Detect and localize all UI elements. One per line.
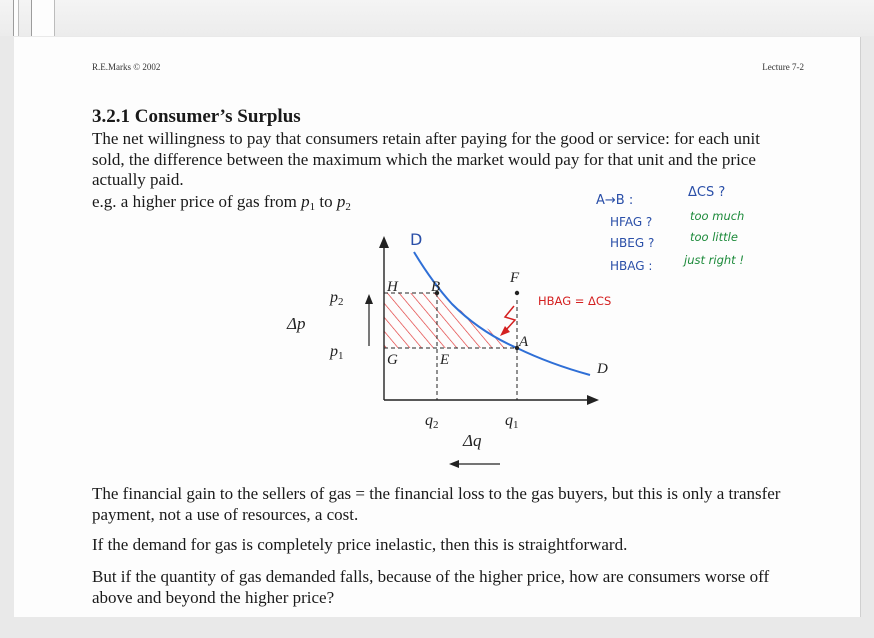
x-axis-arrowhead: [587, 395, 599, 405]
label-delta-p: Δp: [287, 314, 306, 333]
paragraph-inelastic: If the demand for gas is completely price inelastic, then this is straightforward.: [92, 535, 628, 554]
p-subscript-2: 2: [345, 201, 351, 213]
header-author: R.E.Marks © 2002: [92, 62, 161, 72]
delta-p-arrowhead: [365, 294, 373, 304]
point-F: [515, 291, 519, 295]
label-delta-q: Δq: [463, 431, 482, 450]
label-F: F: [510, 270, 520, 286]
p-symbol: p: [301, 192, 310, 211]
delta-q-arrowhead: [449, 460, 459, 468]
handwritten-hbag-equals-dcs: HBAG = ΔCS: [538, 294, 612, 308]
label-G: G: [387, 352, 398, 368]
section-title: 3.2.1 Consumer’s Surplus: [92, 106, 301, 127]
p-subscript-1: 1: [309, 201, 316, 213]
handwritten-too-much: too much: [690, 209, 745, 223]
label-B: B: [431, 279, 441, 295]
label-D: D: [597, 361, 608, 377]
label-A: A: [519, 334, 529, 350]
paragraph-transfer-payment: The financial gain to the sellers of gas = the financial loss to the gas buyers, but this is only a transfer payment, not a use of resources, a cost.: [92, 484, 781, 524]
handwritten-just-right: just right !: [684, 253, 744, 267]
to-word: to: [315, 192, 337, 211]
handwritten-hbeg: HBEG ?: [610, 236, 655, 250]
p-symbol-2: p: [336, 192, 346, 211]
label-H: H: [387, 279, 398, 295]
header-lecture: Lecture 7-2: [762, 62, 804, 72]
paragraph-worse-off: But if the quantity of gas demanded falls, because of the higher price, how are consumers worse off above and beyond the higher price?: [92, 567, 770, 607]
red-squiggle-arrow: [505, 306, 515, 331]
handwritten-hbag: HBAG :: [610, 259, 653, 273]
label-q1: q1: [505, 412, 519, 431]
handwritten-hfag: HFAG ?: [610, 215, 653, 229]
handwritten-delta-cs-question: ΔCS ?: [688, 185, 726, 200]
handwritten-a-to-b: A→B :: [596, 193, 634, 208]
label-p1: p1: [330, 343, 344, 362]
label-q2: q2: [425, 412, 439, 431]
label-E: E: [440, 352, 450, 368]
label-p2: p2: [330, 289, 344, 308]
y-axis-arrowhead: [379, 236, 389, 248]
example-prefix: e.g. a higher price of gas from: [92, 192, 302, 211]
handwritten-demand-label: D: [410, 230, 423, 249]
intro-paragraph: The net willingness to pay that consumers retain after paying for the good or service: for each unit sold, the difference between the maximum which the market would pay for that unit and the price actually paid.: [92, 129, 760, 189]
handwritten-too-little: too little: [690, 230, 738, 244]
